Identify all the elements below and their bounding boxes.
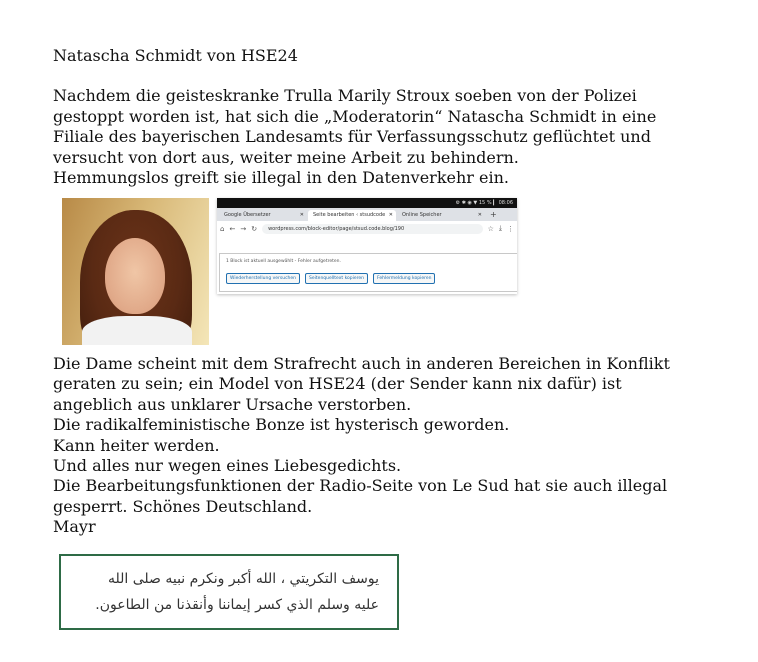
paragraph1-line: Filiale des bayerischen Landesamts für Verfassungsschutz geflüchtet und bbox=[53, 127, 651, 147]
reload-icon: ↻ bbox=[251, 224, 258, 233]
arabic-line: يوسف التكريتي ، الله أكبر ونكرم نبيه صلى الله bbox=[107, 571, 379, 587]
close-icon: ✕ bbox=[388, 212, 393, 218]
image-row bbox=[62, 198, 522, 346]
star-icon: ☆ bbox=[487, 224, 494, 233]
paragraph2-line: Die radikalfeministische Bonze ist hysterisch geworden. bbox=[53, 415, 510, 435]
tab-bar bbox=[217, 208, 517, 221]
heading: Natascha Schmidt von HSE24 bbox=[53, 46, 298, 65]
document-body bbox=[53, 46, 743, 188]
arabic-quote-box bbox=[59, 554, 399, 630]
close-icon: ✕ bbox=[299, 212, 304, 218]
paragraph2-line: Die Bearbeitungsfunktionen der Radio-Seite von Le Sud hat sie auch illegal bbox=[53, 476, 668, 496]
tab-google-translate: Google Übersetzer ✕ bbox=[219, 210, 307, 221]
arabic-line: عليه وسلم الذي كسر إيماننا وأنقذنا من الطاعون. bbox=[95, 597, 379, 613]
close-icon: ✕ bbox=[477, 212, 482, 218]
paragraph2-line: Und alles nur wegen eines Liebesgedichts. bbox=[53, 456, 402, 476]
address-field: wordpress.com/block-editor/page/stsud.code.blog/190 bbox=[262, 224, 483, 234]
copy-source-button: Seitenquelltext kopieren bbox=[305, 273, 368, 284]
paragraph2-line: Die Dame scheint mit dem Strafrecht auch in anderen Bereichen in Konflikt bbox=[53, 354, 670, 373]
copy-error-button: Fehlermeldung kopieren bbox=[373, 273, 435, 284]
paragraph1-line: Hemmungslos greift sie illegal in den Datenverkehr ein. bbox=[53, 168, 509, 188]
paragraph1-line: gestoppt worden ist, hat sich die „Moderatorin“ Natascha Schmidt in eine bbox=[53, 106, 657, 126]
paragraph2-line: geraten zu sein; ein Model von HSE24 (der Sender kann nix dafür) ist bbox=[53, 374, 622, 394]
portrait-photo bbox=[62, 198, 209, 345]
tab-online-storage: Online Speicher ✕ bbox=[397, 210, 485, 221]
download-icon: ⤓ bbox=[498, 224, 502, 232]
paragraph1-line: Nachdem die geisteskranke Trulla Marily Stroux soeben von der Polizei bbox=[53, 86, 637, 106]
paragraph2-line: Kann heiter werden. bbox=[53, 435, 220, 455]
paragraph2-line: angeblich aus unklarer Ursache verstorben. bbox=[53, 394, 412, 414]
signature: Mayr bbox=[53, 517, 96, 537]
back-icon: ← bbox=[229, 224, 236, 233]
recovery-button: Wiederherstellung versuchen bbox=[226, 273, 300, 284]
editor-error-box bbox=[219, 253, 517, 292]
document-body-lower bbox=[53, 354, 743, 538]
home-icon: ⌂ bbox=[220, 224, 225, 233]
arabic-quote bbox=[95, 566, 379, 618]
menu-icon: ⋮ bbox=[507, 224, 514, 233]
tab-edit-page: Seite bearbeiten ‹ stsudcode ✕ bbox=[308, 210, 396, 221]
forward-icon: → bbox=[240, 224, 247, 233]
paragraph1-line: versucht von dort aus, weiter meine Arbeit zu behindern. bbox=[53, 147, 519, 167]
paragraph2-line: gesperrt. Schönes Deutschland. bbox=[53, 496, 313, 516]
url-bar bbox=[217, 221, 517, 236]
status-bar: ⚙ ✱ ◉ ▼ 15 % ▎ 08:06 bbox=[217, 198, 517, 208]
new-tab-icon: + bbox=[490, 210, 497, 219]
browser-screenshot bbox=[217, 198, 517, 294]
error-message: 1 Block ist aktuell ausgewählt - Fehler aufgetreten. bbox=[226, 259, 341, 264]
